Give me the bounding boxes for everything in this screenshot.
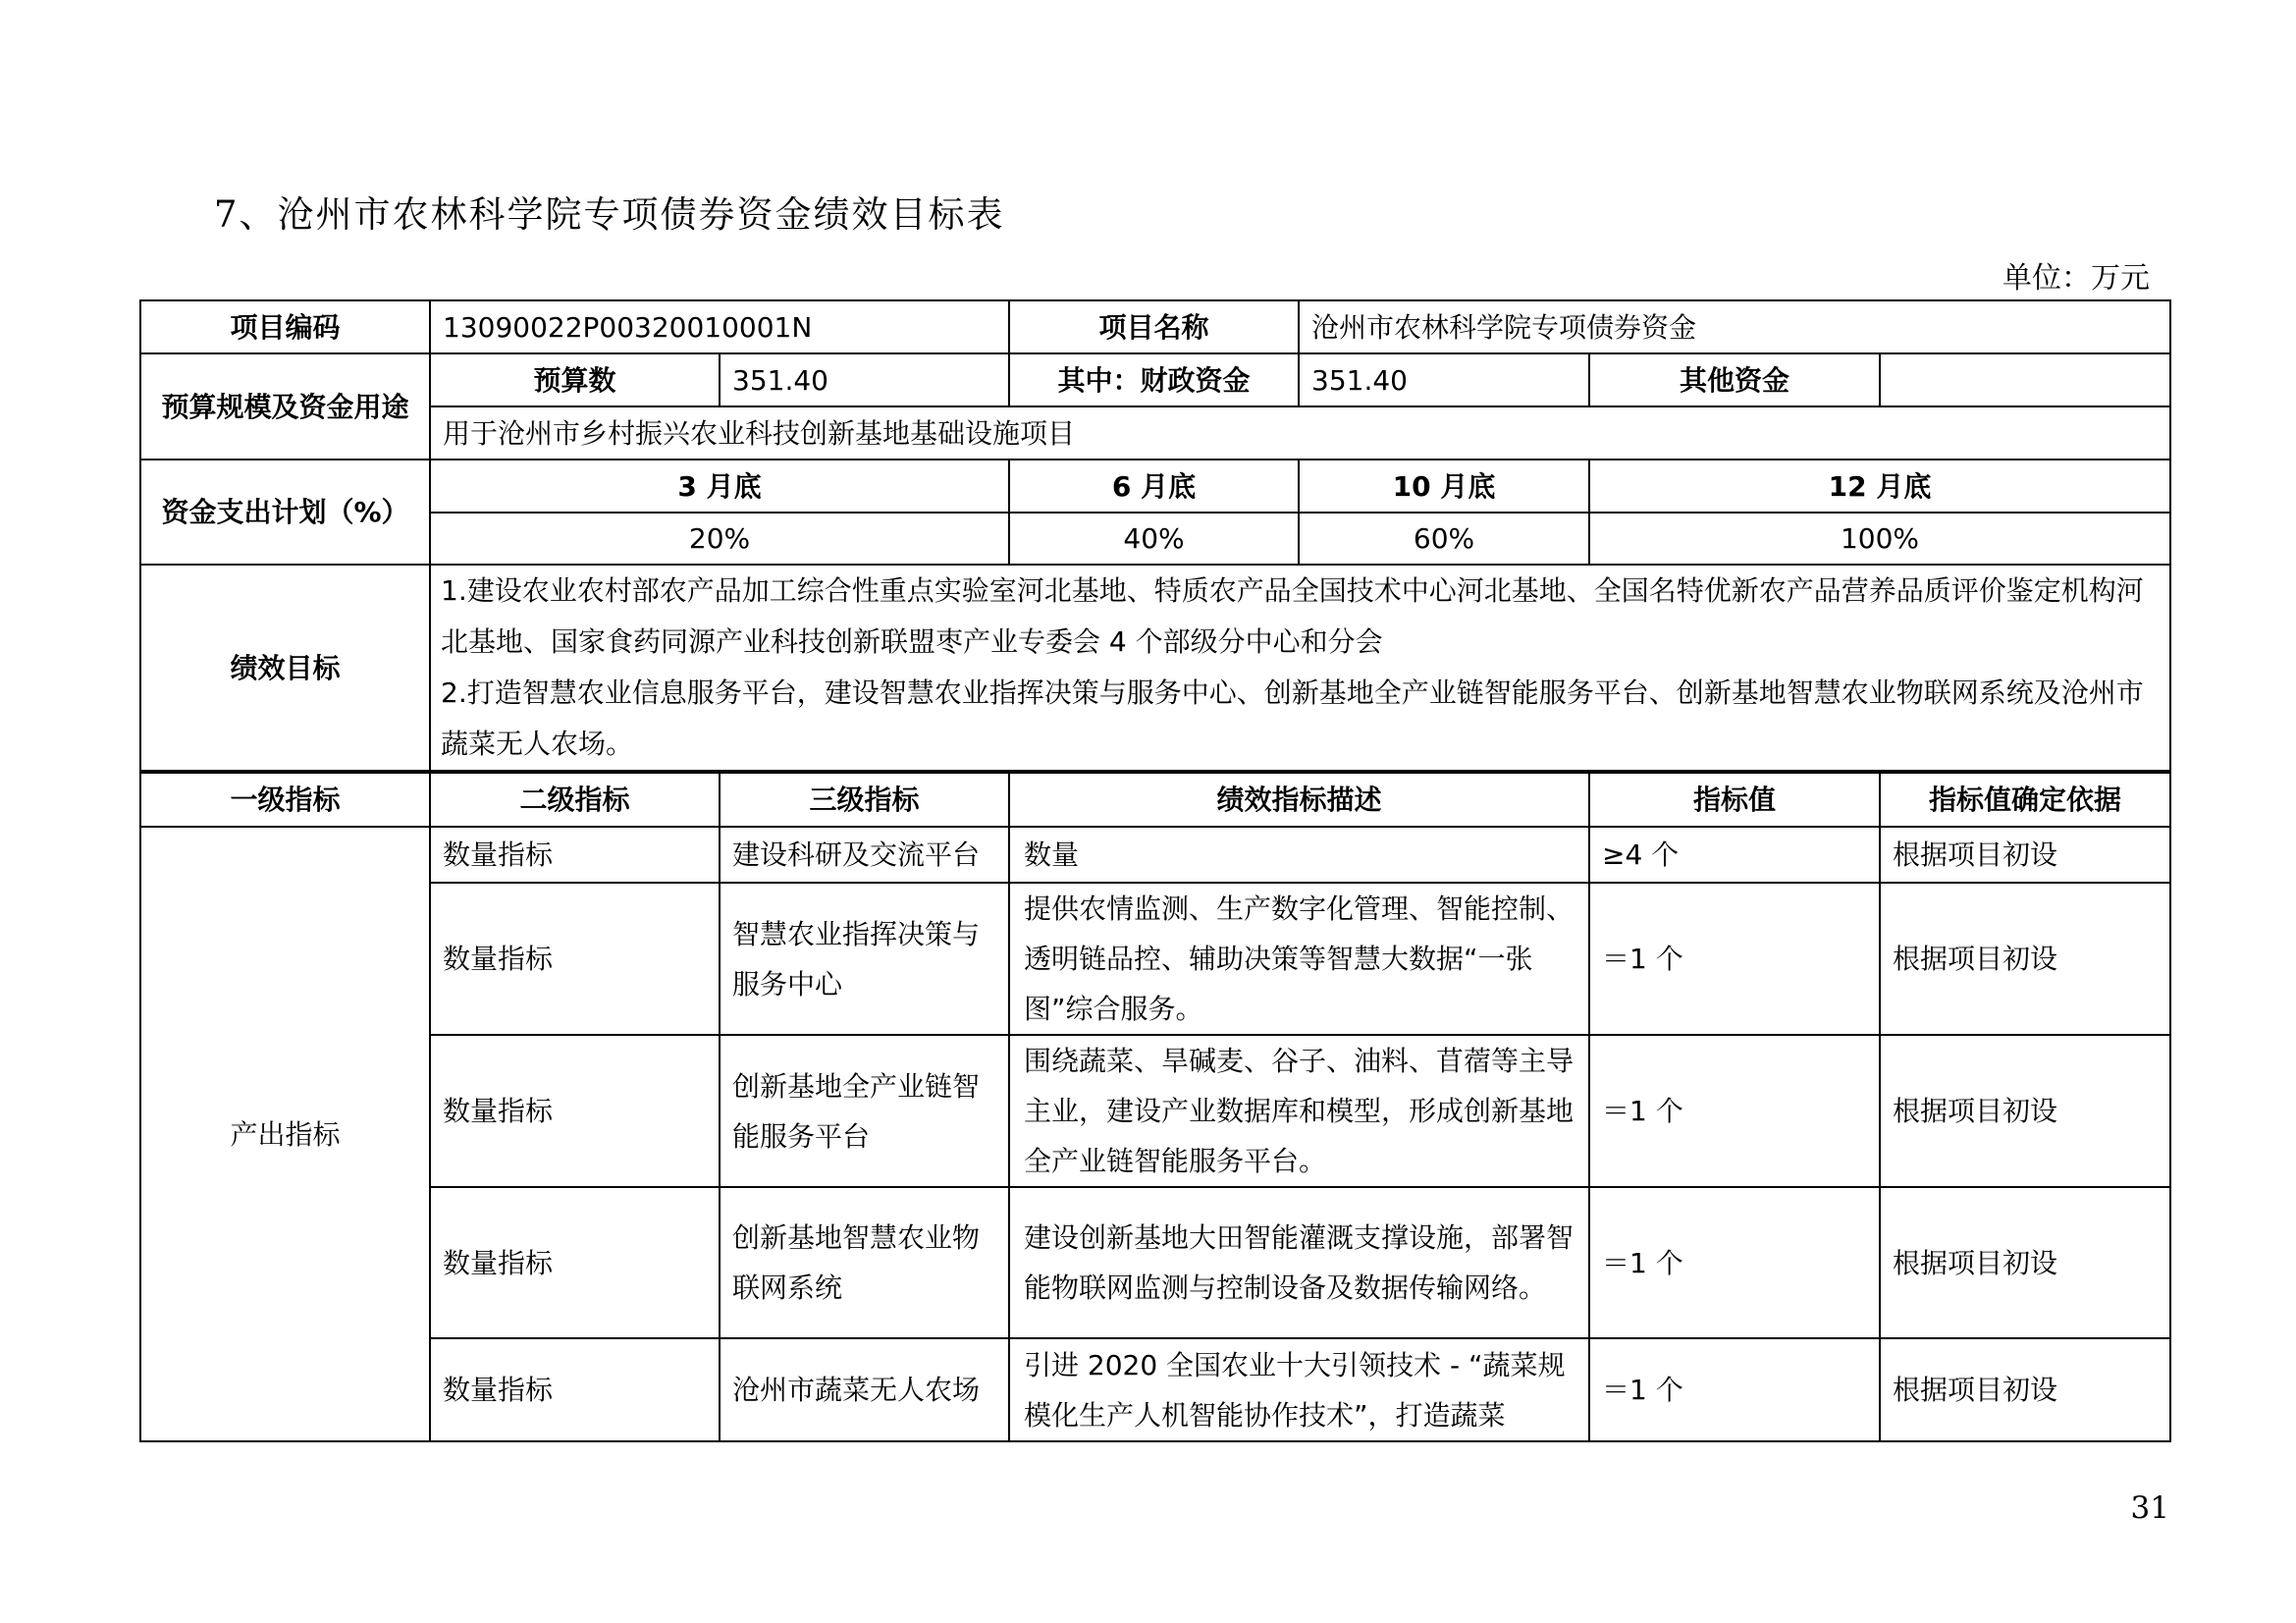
indicator-description: 引进 2020 全国农业十大引领技术 - “蔬菜规模化生产人机智能协作技术”，打造蔬菜 <box>1009 1338 1589 1441</box>
header-level3: 三级指标 <box>720 772 1009 827</box>
project-name: 沧州市农林科学院专项债券资金 <box>1299 300 2170 353</box>
project-code: 13090022P00320010001N <box>430 300 1009 353</box>
level2-indicator: 数量指标 <box>430 827 720 883</box>
plan-label: 资金支出计划（%） <box>140 460 430 565</box>
goals-content <box>430 565 2170 772</box>
goal-item: 1.建设农业农村部农产品加工综合性重点实验室河北基地、特质农产品全国技术中心河北基地、全国名特优新农产品营养品质评价鉴定机构河北基地、国家食药同源产业科技创新联盟枣产业专委会 4 个部级分中心和分会 <box>441 574 2144 658</box>
indicator-description: 提供农情监测、生产数字化管理、智能控制、透明链品控、辅助决策等智慧大数据“一张图”综合服务。 <box>1009 883 1589 1035</box>
table-row <box>140 1338 2170 1441</box>
goals-label: 绩效目标 <box>140 565 430 772</box>
header-value: 指标值 <box>1589 772 1880 827</box>
unit-label: 单位：万元 <box>2002 261 2150 296</box>
indicator-value: ≥4 个 <box>1589 827 1880 883</box>
header-level2: 二级指标 <box>430 772 720 827</box>
table-row <box>140 883 2170 1035</box>
level1-indicator: 产出指标 <box>140 827 430 1441</box>
project-code-label: 项目编码 <box>140 300 430 353</box>
other-funds <box>1880 353 2170 406</box>
indicator-value: ＝1 个 <box>1589 1035 1880 1187</box>
fiscal-funds: 351.40 <box>1299 353 1589 406</box>
other-funds-label: 其他资金 <box>1589 353 1880 406</box>
plan-period: 12 月底 <box>1589 460 2170 513</box>
fiscal-funds-label: 其中：财政资金 <box>1009 353 1299 406</box>
plan-period: 6 月底 <box>1009 460 1299 513</box>
goal-item: 2.打造智慧农业信息服务平台，建设智慧农业指挥决策与服务中心、创新基地全产业链智能服务平台、创新基地智慧农业物联网系统及沧州市蔬菜无人农场。 <box>441 676 2144 760</box>
fund-usage: 用于沧州市乡村振兴农业科技创新基地基础设施项目 <box>430 406 2170 460</box>
level2-indicator: 数量指标 <box>430 1338 720 1441</box>
budget-label: 预算规模及资金用途 <box>140 353 430 460</box>
indicator-description: 建设创新基地大田智能灌溉支撑设施，部署智能物联网监测与控制设备及数据传输网络。 <box>1009 1187 1589 1338</box>
plan-period: 3 月底 <box>430 460 1009 513</box>
level2-indicator: 数量指标 <box>430 883 720 1035</box>
header-level1: 一级指标 <box>140 772 430 827</box>
budget-amount: 351.40 <box>720 353 1009 406</box>
plan-value: 60% <box>1299 513 1589 565</box>
level2-indicator: 数量指标 <box>430 1187 720 1338</box>
indicator-value: ＝1 个 <box>1589 1338 1880 1441</box>
plan-value: 100% <box>1589 513 2170 565</box>
table-row <box>140 1187 2170 1338</box>
page-number: 31 <box>2130 1490 2169 1526</box>
indicator-basis: 根据项目初设 <box>1880 827 2170 883</box>
indicator-basis: 根据项目初设 <box>1880 883 2170 1035</box>
indicator-description: 数量 <box>1009 827 1589 883</box>
level2-indicator: 数量指标 <box>430 1035 720 1187</box>
plan-value: 40% <box>1009 513 1299 565</box>
level3-indicator: 创新基地智慧农业物联网系统 <box>720 1187 1009 1338</box>
level3-indicator: 建设科研及交流平台 <box>720 827 1009 883</box>
performance-table <box>139 299 2171 1442</box>
table-row <box>140 1035 2170 1187</box>
level3-indicator: 创新基地全产业链智能服务平台 <box>720 1035 1009 1187</box>
page-title: 7、沧州市农林科学院专项债券资金绩效目标表 <box>214 193 1005 236</box>
plan-period: 10 月底 <box>1299 460 1589 513</box>
plan-value: 20% <box>430 513 1009 565</box>
indicator-basis: 根据项目初设 <box>1880 1035 2170 1187</box>
header-basis: 指标值确定依据 <box>1880 772 2170 827</box>
level3-indicator: 智慧农业指挥决策与服务中心 <box>720 883 1009 1035</box>
project-name-label: 项目名称 <box>1009 300 1299 353</box>
indicator-description: 围绕蔬菜、旱碱麦、谷子、油料、苜蓿等主导主业，建设产业数据库和模型，形成创新基地全产业链智能服务平台。 <box>1009 1035 1589 1187</box>
indicator-value: ＝1 个 <box>1589 1187 1880 1338</box>
indicator-basis: 根据项目初设 <box>1880 1187 2170 1338</box>
header-description: 绩效指标描述 <box>1009 772 1589 827</box>
indicator-basis: 根据项目初设 <box>1880 1338 2170 1441</box>
table-row <box>140 827 2170 883</box>
indicator-value: ＝1 个 <box>1589 883 1880 1035</box>
budget-amount-label: 预算数 <box>430 353 720 406</box>
level3-indicator: 沧州市蔬菜无人农场 <box>720 1338 1009 1441</box>
